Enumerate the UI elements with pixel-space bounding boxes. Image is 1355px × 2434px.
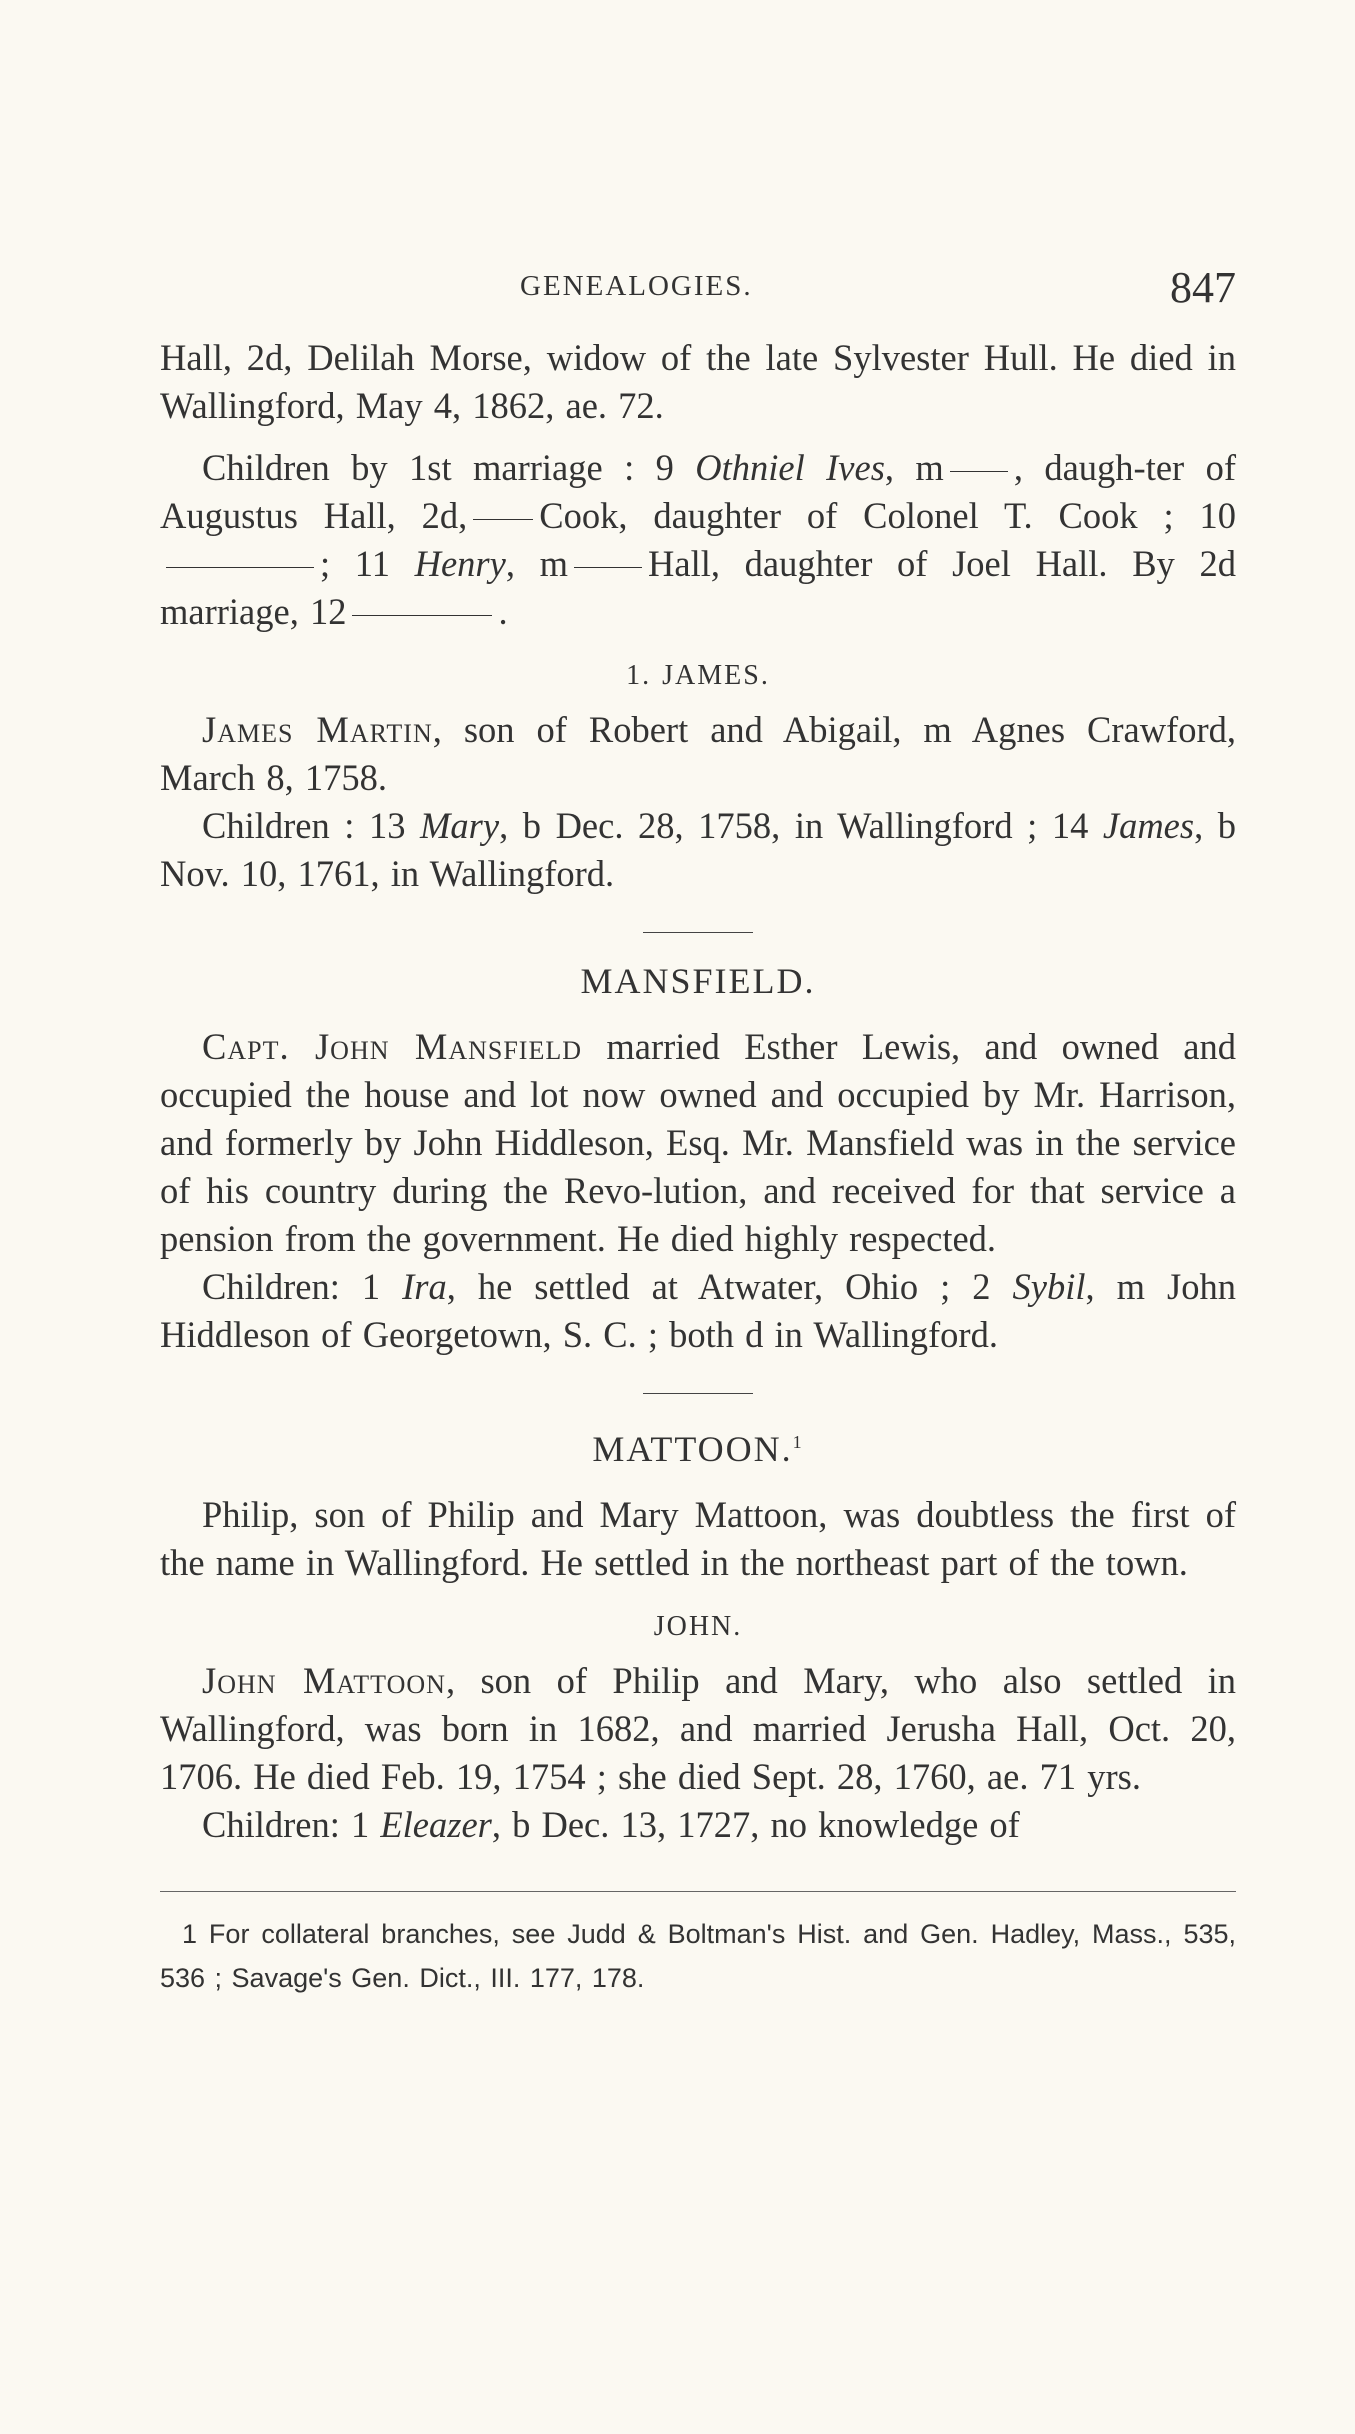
blank-dash xyxy=(950,471,1008,472)
section-divider xyxy=(643,1393,753,1394)
blank-dash xyxy=(574,567,642,568)
continued-paragraph: Hall, 2d, Delilah Morse, widow of the late Sylvester Hull. He died in Wallingford, May 4, 1862, ae. 72. xyxy=(160,337,1236,426)
john-children-paragraph: Children: 1 Eleazer, b Dec. 13, 1727, no knowledge of xyxy=(202,1804,1020,1845)
blank-dash xyxy=(352,615,492,616)
child-name-henry: Henry xyxy=(414,543,506,584)
page-header xyxy=(160,262,1236,322)
james-paragraph: James Martin, son of Robert and Abigail, m Agnes Crawford, March 8, 1758. xyxy=(160,709,1236,798)
footnote-rule xyxy=(160,1891,1236,1892)
john-paragraph: John Mattoon, son of Philip and Mary, who also settled in Wallingford, was born in 1682, and married Jerusha Hall, Oct. 20, 1706. He died Feb. 19, 1754 ; she died Sept. 28, 1760, ae. 71 yrs. xyxy=(160,1660,1237,1797)
mansfield-paragraph: Capt. John Mansfield married Esther Lewis, and owned and occupied the house and lot now owned and occupied by Mr. Harrison, and formerly by John Hiddleson, Esq. Mr. Mansfield was in the service of his country during the Revo-lution, and received for that service a pension from the government. He died highly respected. xyxy=(160,1026,1237,1259)
blank-dash xyxy=(166,567,314,568)
person-name: John Mattoon xyxy=(202,1660,446,1701)
mansfield-children-paragraph: Children: 1 Ira, he settled at Atwater, Ohio ; 2 Sybil, m John Hiddleson of Georgetown, S. C. ; both d in Wallingford. xyxy=(160,1266,1236,1355)
section-heading-mattoon: MATTOON.$^1$ xyxy=(592,1429,804,1469)
child-name-othniel: Othniel Ives xyxy=(695,447,885,488)
children-paragraph: Children by 1st marriage : 9 Othniel Ives, m , daugh-ter of Augustus Hall, 2d, Cook, daughter of Colonel T. Cook ; 10; 11 Henry, m Hall, daughter of Joel Hall. By 2d marriage, 12 . xyxy=(160,447,1237,632)
child-name-eleazer: Eleazer xyxy=(380,1804,492,1845)
running-head: GENEALOGIES. xyxy=(520,270,753,302)
blank-dash xyxy=(473,519,533,520)
section-divider xyxy=(643,932,753,933)
section-heading-mansfield: MANSFIELD. xyxy=(580,961,816,1001)
section-heading-john: JOHN. xyxy=(653,1611,743,1642)
person-name: James Martin xyxy=(202,709,433,750)
section-heading-james: 1. JAMES. xyxy=(626,660,770,691)
child-name-ira: Ira xyxy=(402,1266,447,1307)
child-name-james: James xyxy=(1102,805,1195,846)
child-name-mary: Mary xyxy=(420,805,500,846)
footnote-marker: 1 xyxy=(792,1432,804,1452)
child-name-sybil: Sybil xyxy=(1012,1266,1086,1307)
james-children-paragraph: Children : 13 Mary, b Dec. 28, 1758, in Wallingford ; 14 James, b Nov. 10, 1761, in Wallingford. xyxy=(160,805,1237,894)
page-number: 847 xyxy=(1170,263,1236,312)
person-name: Capt. John Mansfield xyxy=(202,1026,582,1067)
mattoon-paragraph: Philip, son of Philip and Mary Mattoon, was doubtless the first of the name in Wallingford. He settled in the northeast part of the town. xyxy=(160,1494,1236,1583)
body-text xyxy=(160,334,1236,2000)
footnote: 1 For collateral branches, see Judd & Boltman's Hist. and Gen. Hadley, Mass., 535, 536 ; Savage's Gen. Dict., III. 177, 178. xyxy=(160,1919,1236,1993)
